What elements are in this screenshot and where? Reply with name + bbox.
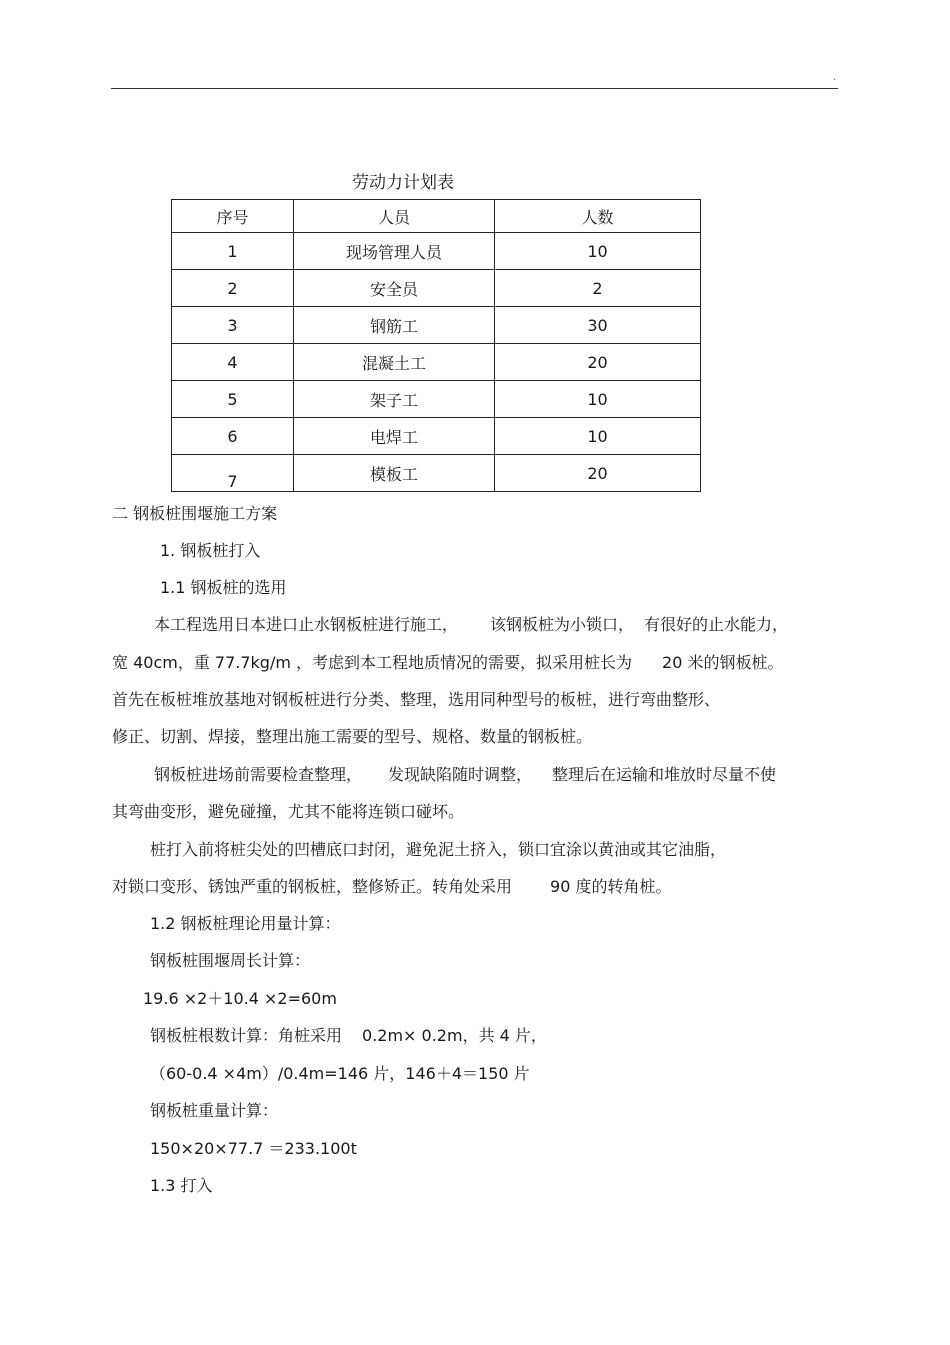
text-run: 钢板桩进场前需要检查整理， bbox=[154, 765, 363, 784]
text-run: 对锁口变形、锈蚀严重的钢板桩，整修矫正。转角处采用 bbox=[112, 877, 513, 896]
text-run: 有很好的止水能力， bbox=[644, 615, 789, 634]
cell-seq: 2 bbox=[172, 270, 294, 307]
text-run: 本工程选用日本进口止水钢板桩进行施工， bbox=[154, 615, 459, 634]
table-row bbox=[172, 418, 701, 455]
calc-label bbox=[150, 1026, 547, 1046]
heading-1: 1. 钢板桩打入 bbox=[160, 541, 261, 560]
cell-count: 10 bbox=[495, 418, 701, 455]
table-header-row bbox=[172, 200, 701, 233]
calc-formula: （60-0.4 ×4m）/0.4m=146 片，146＋4＝150 片 bbox=[150, 1064, 530, 1083]
header-seq: 序号 bbox=[172, 200, 294, 233]
paragraph-line: 桩打入前将桩尖处的凹槽底口封闭，避免泥土挤入，锁口宜涂以黄油或其它油脂， bbox=[150, 840, 727, 859]
table-row bbox=[172, 233, 701, 270]
cell-personnel: 模板工 bbox=[294, 455, 495, 492]
cell-count: 10 bbox=[495, 233, 701, 270]
cell-personnel: 安全员 bbox=[294, 270, 495, 307]
header-rule bbox=[111, 88, 838, 89]
cell-personnel: 现场管理人员 bbox=[294, 233, 495, 270]
cell-count: 30 bbox=[495, 307, 701, 344]
table-row bbox=[172, 455, 701, 492]
cell-count: 20 bbox=[495, 455, 701, 492]
text-run: 钢板桩根数计算：角桩采用 bbox=[150, 1026, 343, 1045]
paragraph-line bbox=[154, 615, 788, 635]
paragraph-line: 其弯曲变形，避免碰撞，尤其不能将连锁口碰坏。 bbox=[112, 802, 465, 821]
text-run: 整理后在运输和堆放时尽量不使 bbox=[552, 765, 777, 784]
paragraph-line: 首先在板桩堆放基地对钢板桩进行分类、整理，选用同种型号的板桩，进行弯曲整形、 bbox=[112, 690, 721, 709]
calc-label: 钢板桩围堰周长计算： bbox=[150, 951, 311, 970]
cell-seq: 5 bbox=[172, 381, 294, 418]
text-run: 发现缺陷随时调整， bbox=[388, 765, 533, 784]
cell-seq: 4 bbox=[172, 344, 294, 381]
table-row bbox=[172, 270, 701, 307]
paragraph-line bbox=[112, 653, 783, 673]
table-title: 劳动力计划表 bbox=[352, 173, 454, 193]
section-title: 二 钢板桩围堰施工方案 bbox=[112, 504, 278, 523]
header-personnel: 人员 bbox=[294, 200, 495, 233]
cell-seq: 3 bbox=[172, 307, 294, 344]
cell-seq: 1 bbox=[172, 233, 294, 270]
heading-1-2: 1.2 钢板桩理论用量计算： bbox=[150, 914, 341, 933]
paragraph-line bbox=[154, 765, 776, 785]
calc-label: 钢板桩重量计算： bbox=[150, 1101, 279, 1120]
text-run: 该钢板桩为小锁口， bbox=[490, 615, 635, 634]
cell-count: 20 bbox=[495, 344, 701, 381]
cell-personnel: 混凝土工 bbox=[294, 344, 495, 381]
cell-personnel: 架子工 bbox=[294, 381, 495, 418]
labor-plan-table bbox=[171, 199, 701, 492]
text-run: 90 度的转角桩。 bbox=[550, 877, 672, 896]
calc-formula: 19.6 ×2＋10.4 ×2=60m bbox=[143, 989, 337, 1008]
cell-count: 10 bbox=[495, 381, 701, 418]
paragraph-line: 修正、切割、焊接，整理出施工需要的型号、规格、数量的钢板桩。 bbox=[112, 727, 593, 746]
paragraph-line bbox=[112, 877, 671, 897]
text-run: 宽 40cm，重 77.7kg/m ，考虑到本工程地质情况的需要，拟采用桩长为 bbox=[112, 653, 633, 672]
table-row bbox=[172, 307, 701, 344]
heading-1-1: 1.1 钢板桩的选用 bbox=[160, 578, 287, 597]
calc-formula: 150×20×77.7 ＝233.100t bbox=[150, 1139, 357, 1158]
cell-seq: 6 bbox=[172, 418, 294, 455]
header-mark: . bbox=[833, 72, 837, 83]
header-count: 人数 bbox=[495, 200, 701, 233]
text-run: 0.2m× 0.2m，共 4 片， bbox=[362, 1026, 547, 1045]
cell-count: 2 bbox=[495, 270, 701, 307]
text-run: 20 米的钢板桩。 bbox=[662, 653, 784, 672]
cell-seq: 7 bbox=[172, 455, 294, 492]
table-row bbox=[172, 381, 701, 418]
cell-personnel: 电焊工 bbox=[294, 418, 495, 455]
heading-1-3: 1.3 打入 bbox=[150, 1176, 213, 1195]
cell-personnel: 钢筋工 bbox=[294, 307, 495, 344]
table-row bbox=[172, 344, 701, 381]
